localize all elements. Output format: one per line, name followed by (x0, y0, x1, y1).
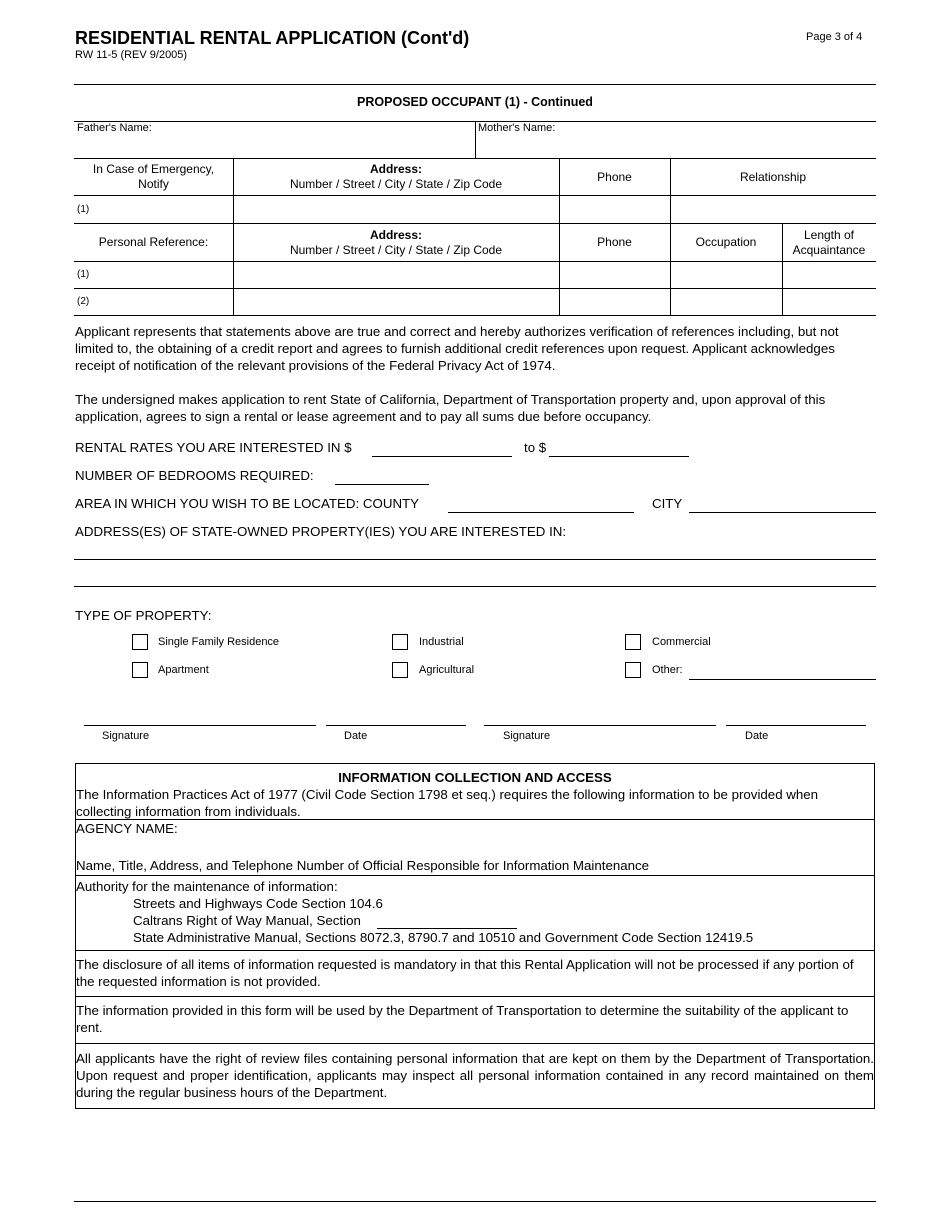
other-label: Other: (652, 664, 683, 676)
emergency-relationship-header: Relationship (739, 169, 807, 184)
reference-1-length-field[interactable] (784, 263, 874, 286)
reference-1-name-field[interactable] (95, 263, 231, 286)
rule (75, 950, 875, 951)
rule (74, 261, 876, 262)
signature-1-label: Signature (102, 730, 150, 742)
rental-rate-max-field[interactable] (549, 456, 689, 457)
date-1-label: Date (344, 730, 368, 742)
reference-occupation-header: Occupation (695, 235, 757, 249)
commercial-label: Commercial (652, 636, 711, 648)
reference-address-sub: Number / Street / City / State / Zip Code (289, 242, 503, 257)
reference-phone-header: Phone (597, 235, 632, 249)
emergency-notify-line1: In Case of Emergency, (92, 162, 215, 176)
father-name-field[interactable] (76, 136, 473, 156)
reference-1-phone-field[interactable] (561, 263, 668, 286)
industrial-checkbox[interactable] (392, 634, 408, 650)
area-county-label: AREA IN WHICH YOU WISH TO BE LOCATED: COUNTY (75, 496, 420, 511)
city-field[interactable] (689, 512, 876, 513)
reference-2-phone-field[interactable] (561, 290, 668, 313)
official-label: Name, Title, Address, and Telephone Number of Official Responsible for Information Maintenance (76, 858, 650, 873)
other-field[interactable] (689, 679, 876, 680)
apartment-label: Apartment (158, 664, 209, 676)
usage-statement: The information provided in this form will be used by the Department of Transportation to determine the suitability of the applicant to rent. (76, 1003, 849, 1035)
emergency-address-sub: Number / Street / City / State / Zip Code (289, 177, 503, 191)
signature-1-field[interactable] (84, 725, 316, 726)
mother-name-label: Mother's Name: (478, 122, 556, 134)
divider (475, 121, 476, 158)
authority-label: Authority for the maintenance of information: (76, 879, 338, 894)
reference-length-line2: Acquaintance (792, 242, 866, 257)
reference-2-length-field[interactable] (784, 290, 874, 313)
date-1-field[interactable] (326, 725, 466, 726)
application-statement: The undersigned makes application to rent State of California, Department of Transportation property and, upon approval of this application, agrees to sign a rental or lease agreement and to pay all sums due before occupancy. (75, 392, 826, 424)
reference-length-line1: Length of (803, 227, 855, 242)
top-rule (74, 84, 876, 85)
addresses-line-2-field[interactable] (74, 586, 876, 587)
industrial-label: Industrial (419, 636, 464, 648)
emergency-name-field[interactable] (95, 197, 231, 221)
reference-2-address-field[interactable] (235, 290, 557, 313)
bottom-rule (74, 1201, 876, 1202)
disclosure-statement: The disclosure of all items of information requested is mandatory in that this Rental Application will not be processed if any portion of the requested information is not provided. (76, 957, 854, 989)
reference-address-bold: Address: (369, 227, 422, 242)
reference-2-name-field[interactable] (95, 290, 231, 313)
reference-row-2-label: (2) (77, 296, 90, 307)
rule (74, 315, 876, 316)
authority-caltrans-manual: Caltrans Right of Way Manual, Section (133, 913, 361, 928)
addresses-line-1-field[interactable] (74, 559, 876, 560)
emergency-phone-field[interactable] (561, 197, 668, 221)
reference-2-occupation-field[interactable] (672, 290, 780, 313)
rental-rate-min-field[interactable] (372, 456, 512, 457)
signature-2-label: Signature (503, 730, 551, 742)
emergency-notify-line2: Notify (138, 177, 169, 191)
rule (74, 288, 876, 289)
rule (75, 1043, 875, 1044)
emergency-notify-header (74, 159, 233, 195)
occupant-section-title: PROPOSED OCCUPANT (1) - Continued (357, 95, 593, 109)
authority-streets-highways: Streets and Highways Code Section 104.6 (133, 896, 383, 911)
emergency-address-bold: Address: (369, 162, 422, 176)
rights-statement: All applicants have the right of review files containing personal information that are kept on them by the Department of Transportation. Upon request and proper identification, applicants may inspect all personal information contained in any record maintained on them during the regular business hours of the Department. (76, 1051, 874, 1100)
emergency-address-header (233, 159, 559, 195)
single-family-checkbox[interactable] (132, 634, 148, 650)
addresses-label: ADDRESS(ES) OF STATE-OWNED PROPERTY(IES) YOU ARE INTERESTED IN: (75, 524, 567, 539)
info-intro: The Information Practices Act of 1977 (Civil Code Section 1798 et seq.) requires the following information to be provided when collecting information from individuals. (76, 787, 819, 819)
reference-address-header (233, 224, 559, 261)
form-number: RW 11-5 (REV 9/2005) (75, 49, 188, 61)
form-title: RESIDENTIAL RENTAL APPLICATION (Cont'd) (75, 28, 470, 48)
father-name-label: Father's Name: (77, 122, 152, 134)
rule (74, 195, 876, 196)
bedrooms-field[interactable] (335, 484, 429, 485)
other-checkbox[interactable] (625, 662, 641, 678)
reference-row-1-label: (1) (77, 269, 90, 280)
reference-1-occupation-field[interactable] (672, 263, 780, 286)
type-of-property-label: TYPE OF PROPERTY: (75, 608, 212, 623)
reference-length-header (782, 224, 876, 261)
emergency-row-1-label: (1) (77, 204, 90, 215)
emergency-relationship-field[interactable] (672, 197, 874, 221)
county-field[interactable] (448, 512, 634, 513)
rule (75, 875, 875, 876)
bedrooms-label: NUMBER OF BEDROOMS REQUIRED: (75, 468, 314, 483)
authority-state-admin-manual: State Administrative Manual, Sections 8072.3, 8790.7 and 10510 and Government Code Section 12419.5 (133, 930, 754, 945)
date-2-label: Date (745, 730, 769, 742)
rental-rates-to-label: to $ (524, 440, 547, 455)
authorization-statement: Applicant represents that statements above are true and correct and hereby authorizes verification of references including, but not limited to, the obtaining of a credit report and agrees to furnish additional credit references upon request. Applicant acknowledges receipt of notification of the relevant provisions of the Federal Privacy Act of 1974. (75, 324, 839, 373)
agency-name-label: AGENCY NAME: (76, 821, 178, 836)
info-title: INFORMATION COLLECTION AND ACCESS (338, 770, 612, 785)
reference-label-header: Personal Reference: (98, 235, 209, 249)
agricultural-label: Agricultural (419, 664, 475, 676)
city-label: CITY (652, 496, 683, 511)
rental-rates-label: RENTAL RATES YOU ARE INTERESTED IN $ (75, 440, 352, 455)
commercial-checkbox[interactable] (625, 634, 641, 650)
reference-1-address-field[interactable] (235, 263, 557, 286)
mother-name-field[interactable] (478, 136, 874, 156)
emergency-phone-header: Phone (597, 169, 632, 184)
page-number: Page 3 of 4 (806, 31, 863, 43)
single-family-label: Single Family Residence (158, 636, 280, 648)
signature-2-field[interactable] (484, 725, 716, 726)
apartment-checkbox[interactable] (132, 662, 148, 678)
date-2-field[interactable] (726, 725, 866, 726)
emergency-address-field[interactable] (235, 197, 557, 221)
rule (75, 996, 875, 997)
agricultural-checkbox[interactable] (392, 662, 408, 678)
